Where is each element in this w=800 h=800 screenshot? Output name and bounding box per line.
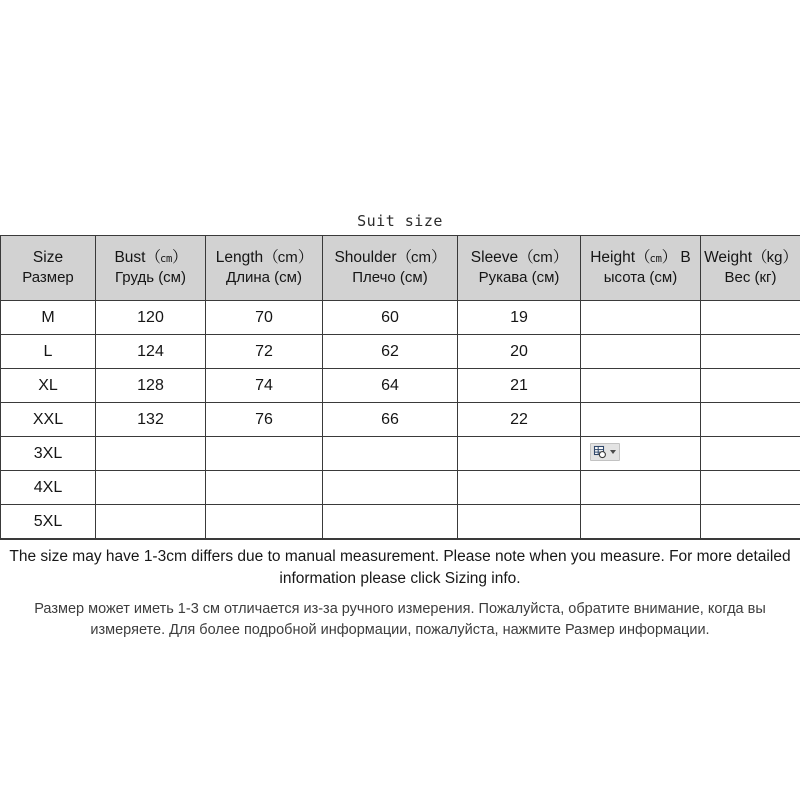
cell-weight <box>701 301 800 335</box>
header-en-shoulder: Shoulder <box>334 249 397 267</box>
cell-weight <box>701 335 800 369</box>
cell-shoulder: 64 <box>323 369 458 403</box>
cell-height <box>581 335 701 369</box>
header-ru-bust: Грудь (см) <box>115 269 186 287</box>
cell-sleeve <box>458 505 581 539</box>
unit-paren-open: （ <box>518 249 533 267</box>
header-unit-height: cm <box>649 253 662 266</box>
cell-size: L <box>1 335 96 369</box>
header-en-size: Size <box>32 249 64 267</box>
size-table <box>0 235 800 539</box>
cell-length: 74 <box>206 369 323 403</box>
table-row <box>1 437 800 471</box>
page-title: Suit size <box>357 212 443 230</box>
header-ru-length: Длина (см) <box>226 269 302 287</box>
header-unit-weight: kg <box>766 249 783 267</box>
table-row <box>1 505 800 539</box>
cell-size: M <box>1 301 96 335</box>
cell-shoulder: 60 <box>323 301 458 335</box>
table-header <box>1 236 800 301</box>
table-row <box>1 471 800 505</box>
column-header-length <box>206 236 323 301</box>
header-en-length: Length <box>215 249 264 267</box>
cell-length <box>206 505 323 539</box>
column-header-height <box>581 236 701 301</box>
measurement-note-russian: Размер может иметь 1-3 см отличается из-за ручного измерения. Пожалуйста, обратите внимание, когда вы измеряете. Для более подробной информации, пожалуйста, нажмите Размер информации. <box>34 601 766 639</box>
cell-shoulder: 66 <box>323 403 458 437</box>
table-row <box>1 369 800 403</box>
cell-weight <box>701 505 800 539</box>
cell-height <box>581 369 701 403</box>
column-header-weight <box>701 236 800 301</box>
unit-paren-close: ） <box>552 249 568 267</box>
header-ru-shoulder: Плечо (см) <box>352 269 428 287</box>
cell-bust <box>96 471 206 505</box>
cell-sleeve: 20 <box>458 335 581 369</box>
cell-length: 72 <box>206 335 323 369</box>
cell-size: XXL <box>1 403 96 437</box>
cell-bust: 128 <box>96 369 206 403</box>
column-header-shoulder <box>323 236 458 301</box>
cell-size: 3XL <box>1 437 96 471</box>
header-en-weight: Weight <box>704 249 753 267</box>
header-row <box>1 236 800 301</box>
table-row <box>1 403 800 437</box>
paste-options-icon <box>593 445 607 459</box>
cell-size: 5XL <box>1 505 96 539</box>
header-unit-sleeve: cm <box>532 249 553 267</box>
unit-paren-close: ） <box>297 249 313 267</box>
cell-weight <box>701 403 800 437</box>
cell-bust: 132 <box>96 403 206 437</box>
cell-length <box>206 437 323 471</box>
header-ru-weight: Вес (кг) <box>724 269 777 287</box>
cell-height <box>581 403 701 437</box>
cell-weight <box>701 369 800 403</box>
cell-length <box>206 471 323 505</box>
cell-bust: 120 <box>96 301 206 335</box>
cell-sleeve: 22 <box>458 403 581 437</box>
unit-paren-open: （ <box>635 249 650 267</box>
header-ru-size: Размер <box>22 269 74 287</box>
cell-shoulder <box>323 505 458 539</box>
cell-height <box>581 505 701 539</box>
unit-paren-close: ） <box>431 249 446 267</box>
cell-sleeve: 21 <box>458 369 581 403</box>
unit-paren-open: （ <box>396 249 412 267</box>
column-header-size <box>1 236 96 301</box>
cell-weight <box>701 437 800 471</box>
cell-weight <box>701 471 800 505</box>
unit-paren-close: ） <box>172 249 187 267</box>
header-unit-bust: cm <box>159 253 173 266</box>
measurement-note-english: The size may have 1-3cm differs due to manual measurement. Please note when you measure. For more detailed information please click Sizing info. <box>0 539 800 594</box>
cell-bust <box>96 505 206 539</box>
unit-paren-open: （ <box>752 249 767 267</box>
unit-paren-open: （ <box>263 249 278 267</box>
chevron-down-icon <box>610 450 616 454</box>
header-unit-length: cm <box>277 249 298 267</box>
cell-bust: 124 <box>96 335 206 369</box>
header-en-bust: Bust <box>114 249 146 267</box>
cell-bust <box>96 437 206 471</box>
column-header-bust <box>96 236 206 301</box>
unit-paren-open: （ <box>145 249 160 267</box>
cell-size: XL <box>1 369 96 403</box>
header-ru-height-suffix: В <box>680 249 691 267</box>
table-row <box>1 335 800 369</box>
unit-paren-close: ） <box>661 249 677 267</box>
cell-length: 70 <box>206 301 323 335</box>
paste-options-button[interactable] <box>590 443 620 461</box>
table-row <box>1 301 800 335</box>
header-unit-shoulder: cm <box>411 249 432 267</box>
cell-sleeve <box>458 471 581 505</box>
column-header-sleeve <box>458 236 581 301</box>
cell-shoulder: 62 <box>323 335 458 369</box>
unit-paren-close: ） <box>782 249 797 267</box>
cell-height <box>581 437 701 471</box>
cell-shoulder <box>323 471 458 505</box>
header-ru-sleeve: Рукава (см) <box>478 269 560 287</box>
cell-sleeve: 19 <box>458 301 581 335</box>
cell-length: 76 <box>206 403 323 437</box>
cell-height <box>581 471 701 505</box>
cell-size: 4XL <box>1 471 96 505</box>
header-en-height: Height <box>590 249 636 267</box>
cell-sleeve <box>458 437 581 471</box>
table-body <box>1 301 800 539</box>
cell-shoulder <box>323 437 458 471</box>
header-en-sleeve: Sleeve <box>470 249 519 267</box>
cell-height <box>581 301 701 335</box>
header-ru-height: ысота (см) <box>603 269 678 287</box>
